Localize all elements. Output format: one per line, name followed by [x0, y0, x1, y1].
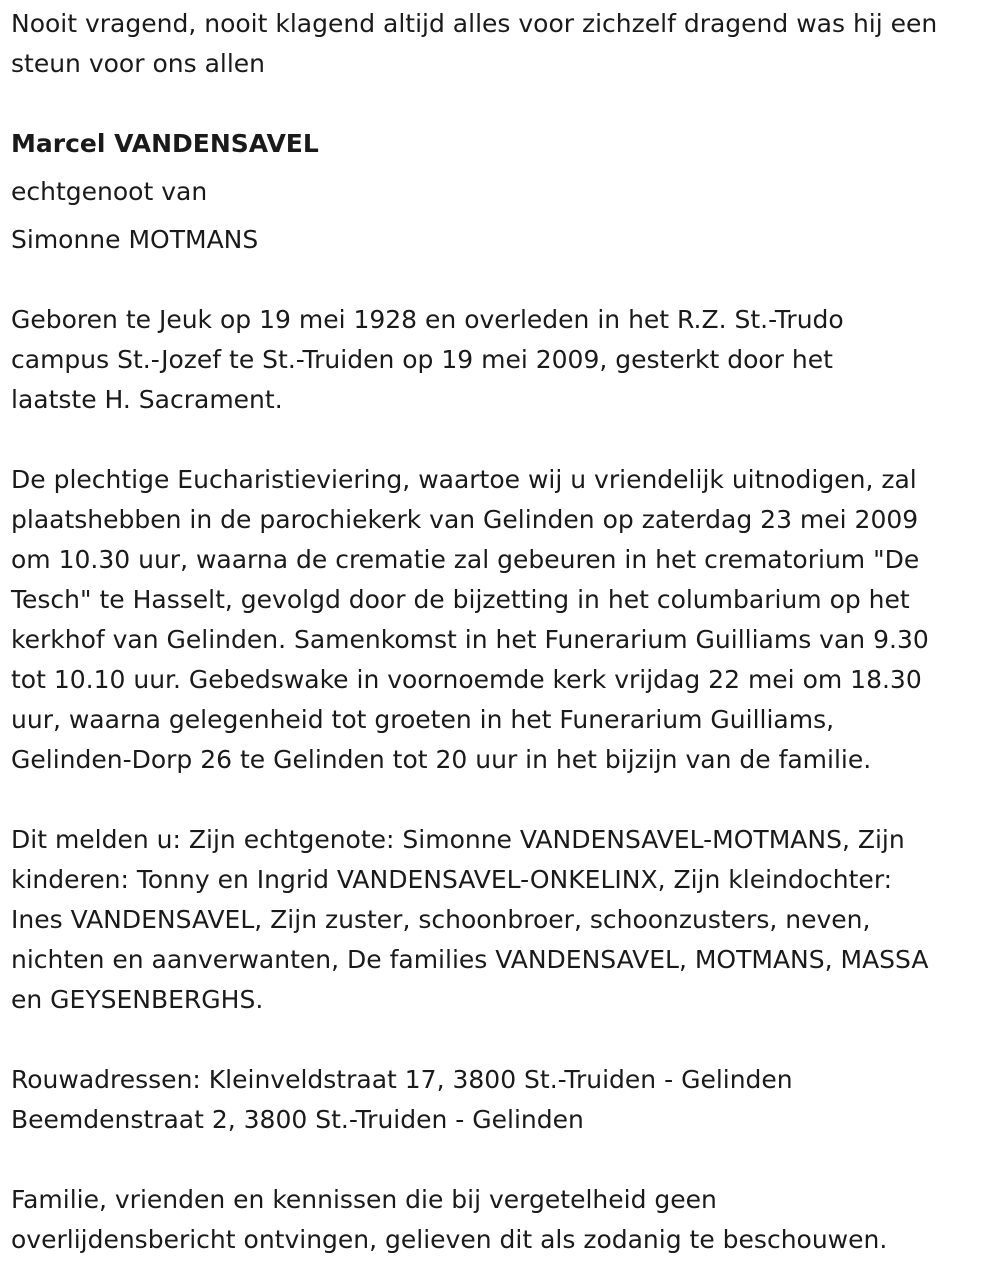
- obituary-document: [11, 4, 996, 1260]
- spouse-name: Simonne MOTMANS: [11, 225, 259, 254]
- announcers-line: kinderen: Tonny en Ingrid VANDENSAVEL-ONKELINX, Zijn kleindochter:: [11, 865, 893, 894]
- ceremony-line: tot 10.10 uur. Gebedswake in voornoemde kerk vrijdag 22 mei om 18.30: [11, 665, 922, 694]
- ceremony-line: De plechtige Eucharistieviering, waartoe wij u vriendelijk uitnodigen, zal: [11, 465, 917, 494]
- motto-line: steun voor ons allen: [11, 49, 266, 78]
- announcers-paragraph: [11, 820, 996, 1020]
- announcers-line: nichten en aanverwanten, De families VANDENSAVEL, MOTMANS, MASSA: [11, 945, 929, 974]
- announcers-line: en GEYSENBERGHS.: [11, 985, 264, 1014]
- relation-text: echtgenoot van: [11, 177, 208, 206]
- closing-paragraph: [11, 1180, 996, 1260]
- addresses-paragraph: [11, 1060, 996, 1140]
- announcers-line: Dit melden u: Zijn echtgenote: Simonne VANDENSAVEL-MOTMANS, Zijn: [11, 825, 905, 854]
- ceremony-line: Tesch" te Hasselt, gevolgd door de bijzetting in het columbarium op het: [11, 585, 910, 614]
- birth-death-paragraph: [11, 300, 996, 420]
- announcers-line: Ines VANDENSAVEL, Zijn zuster, schoonbroer, schoonzusters, neven,: [11, 905, 871, 934]
- ceremony-line: om 10.30 uur, waarna de crematie zal gebeuren in het crematorium "De: [11, 545, 920, 574]
- motto-paragraph: [11, 4, 996, 84]
- motto-line: Nooit vragend, nooit klagend altijd alles voor zichzelf dragend was hij een: [11, 9, 938, 38]
- birth-death-line: Geboren te Jeuk op 19 mei 1928 en overleden in het R.Z. St.-Trudo: [11, 305, 844, 334]
- ceremony-line: Gelinden-Dorp 26 te Gelinden tot 20 uur in het bijzijn van de familie.: [11, 745, 872, 774]
- address-line: Rouwadressen: Kleinveldstraat 17, 3800 St.-Truiden - Gelinden: [11, 1065, 793, 1094]
- birth-death-line: campus St.-Jozef te St.-Truiden op 19 mei 2009, gesterkt door het: [11, 345, 833, 374]
- deceased-name: Marcel VANDENSAVEL: [11, 129, 319, 158]
- birth-death-line: laatste H. Sacrament.: [11, 385, 283, 414]
- ceremony-paragraph: [11, 460, 996, 780]
- ceremony-line: kerkhof van Gelinden. Samenkomst in het Funerarium Guilliams van 9.30: [11, 625, 929, 654]
- address-line: Beemdenstraat 2, 3800 St.-Truiden - Gelinden: [11, 1105, 584, 1134]
- ceremony-line: uur, waarna gelegenheid tot groeten in het Funerarium Guilliams,: [11, 705, 835, 734]
- ceremony-line: plaatshebben in de parochiekerk van Gelinden op zaterdag 23 mei 2009: [11, 505, 919, 534]
- closing-line: Familie, vrienden en kennissen die bij vergetelheid geen: [11, 1185, 717, 1214]
- closing-line: overlijdensbericht ontvingen, gelieven dit als zodanig te beschouwen.: [11, 1225, 888, 1254]
